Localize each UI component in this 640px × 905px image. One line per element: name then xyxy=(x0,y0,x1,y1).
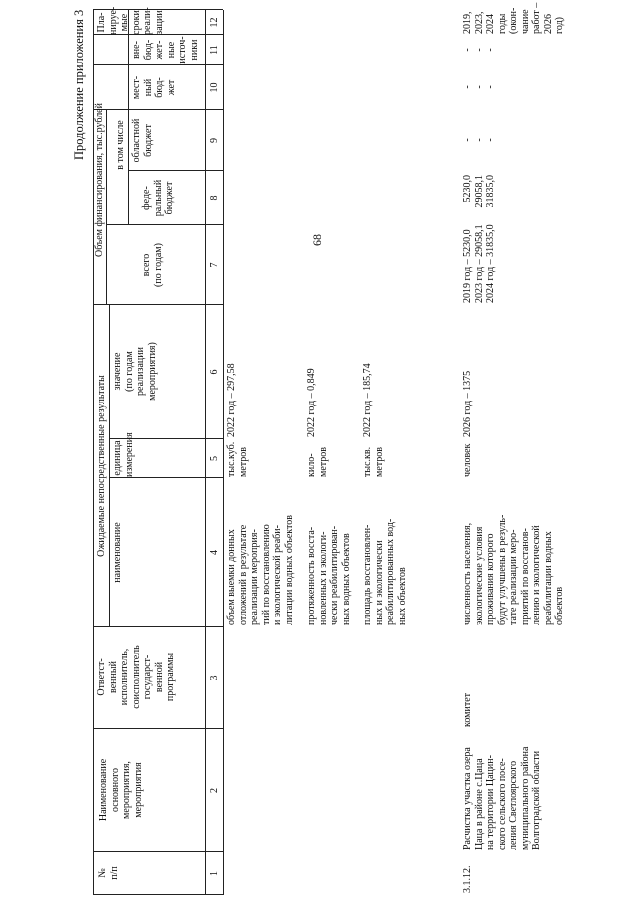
result-value-1: 2022 год – 297,58 xyxy=(226,363,237,437)
table-row xyxy=(362,519,408,625)
result-value-2: 2022 год – 0,849 xyxy=(306,368,317,437)
page-number: 68 xyxy=(310,234,324,246)
row-responsible: комитет xyxy=(462,692,473,727)
header-num: № п/п xyxy=(97,866,120,880)
header-name: Наименование основного мероприятия, мероприятия xyxy=(98,758,144,822)
results-subheader-line xyxy=(109,305,110,627)
col-number-3: 3 xyxy=(209,675,220,681)
table-row xyxy=(306,526,352,625)
row-period: 2019, 2023, 2024 годы (окон- чание работ – 2026 год) xyxy=(462,2,565,34)
header-regional: областной бюджет xyxy=(131,118,154,163)
including-subheader-line xyxy=(128,10,129,225)
table-row xyxy=(226,515,295,625)
header-results: Ожидаемые непосредственные результаты xyxy=(96,375,107,557)
col-number-11: 11 xyxy=(209,45,220,55)
header-result-name: наименование xyxy=(112,522,123,583)
row-regional: - - - xyxy=(462,138,496,142)
col-number-10: 10 xyxy=(209,82,220,93)
col-number-1: 1 xyxy=(209,871,220,876)
header-period: Пла- нируе- мые сроки реали- зации xyxy=(96,6,165,35)
header-result-unit: единица измерения xyxy=(112,432,135,477)
row-local: - - - xyxy=(462,85,496,89)
result-name-1: объем выемки донных отложений в результате реализации мероприя- тий по восстановлению и экологической реаби- литации водных объектов xyxy=(226,515,295,625)
col-number-12: 12 xyxy=(209,17,220,28)
result-unit-2: кило- метров xyxy=(306,447,329,477)
col-number-5: 5 xyxy=(209,456,220,461)
finance-subheader-line xyxy=(106,110,107,305)
header-result-value: значение (по годам реализации мероприятия) xyxy=(112,342,158,401)
column-numbers-top xyxy=(205,10,206,895)
row-result-unit: человек xyxy=(462,443,473,477)
col-line-1 xyxy=(93,851,223,852)
row-extra: - - - xyxy=(462,48,496,52)
result-unit-1: тыс.куб. метров xyxy=(226,441,249,477)
result-value-3: 2022 год – 185,74 xyxy=(362,363,373,437)
header-local: мест- ный бюд- жет xyxy=(131,75,177,100)
col-line-2 xyxy=(93,728,223,729)
result-unit-3: тыс.кв. метров xyxy=(362,446,385,477)
row-federal: 5230,0 29058,1 31835,0 xyxy=(462,175,496,208)
row-total-by-year: 2019 год – 5230,0 2023 год – 29058,1 2024 год – 31835,0 xyxy=(462,224,496,303)
header-finance: Объем финансирования, тыс.рублей xyxy=(94,103,105,257)
column-numbers-bottom xyxy=(223,10,224,895)
row-result-name: численность населения, экологические условия проживания которого будут улучшены в резуль- тате реализации меро- приятий по восстанов- лению и экологической реабилитации водных объектов xyxy=(462,514,565,625)
col-number-6: 6 xyxy=(209,369,220,375)
col-number-7: 7 xyxy=(209,262,220,268)
result-name-3: площадь восстановлен- ных и экологически реабилитированных вод- ных объектов xyxy=(362,518,408,625)
header-responsible: Ответст- венный исполнитель, соисполнитель государст- венной программы xyxy=(96,645,176,709)
col-line-0 xyxy=(93,894,223,895)
row-result-value: 2026 год – 1375 xyxy=(462,370,473,437)
col-number-2: 2 xyxy=(209,788,220,793)
col-line-4 xyxy=(109,477,223,478)
header-extra: вне- бюд- жет- ные источ- ники xyxy=(131,36,200,64)
col-number-8: 8 xyxy=(209,195,220,201)
result-name-2: протяженность восста- новленных и экологи- чески реабилитирован- ных водных объектов xyxy=(306,525,352,625)
col-number-4: 4 xyxy=(209,550,220,555)
row-measure-name: Расчистка участка озера Цаца в районе с.Цаца на территории Цацин- ского сельского посе- ления Светлоярского муниципального района Волгоградской области xyxy=(462,746,542,850)
header-including: в том числе xyxy=(115,120,126,170)
row-number: 3.1.12. xyxy=(462,865,473,893)
col-number-9: 9 xyxy=(209,138,220,143)
continuation-title: Продолжение приложения 3 xyxy=(72,9,86,160)
header-federal: феде- ральный бюджет xyxy=(141,179,175,217)
header-total: всего (по годам) xyxy=(141,243,164,287)
